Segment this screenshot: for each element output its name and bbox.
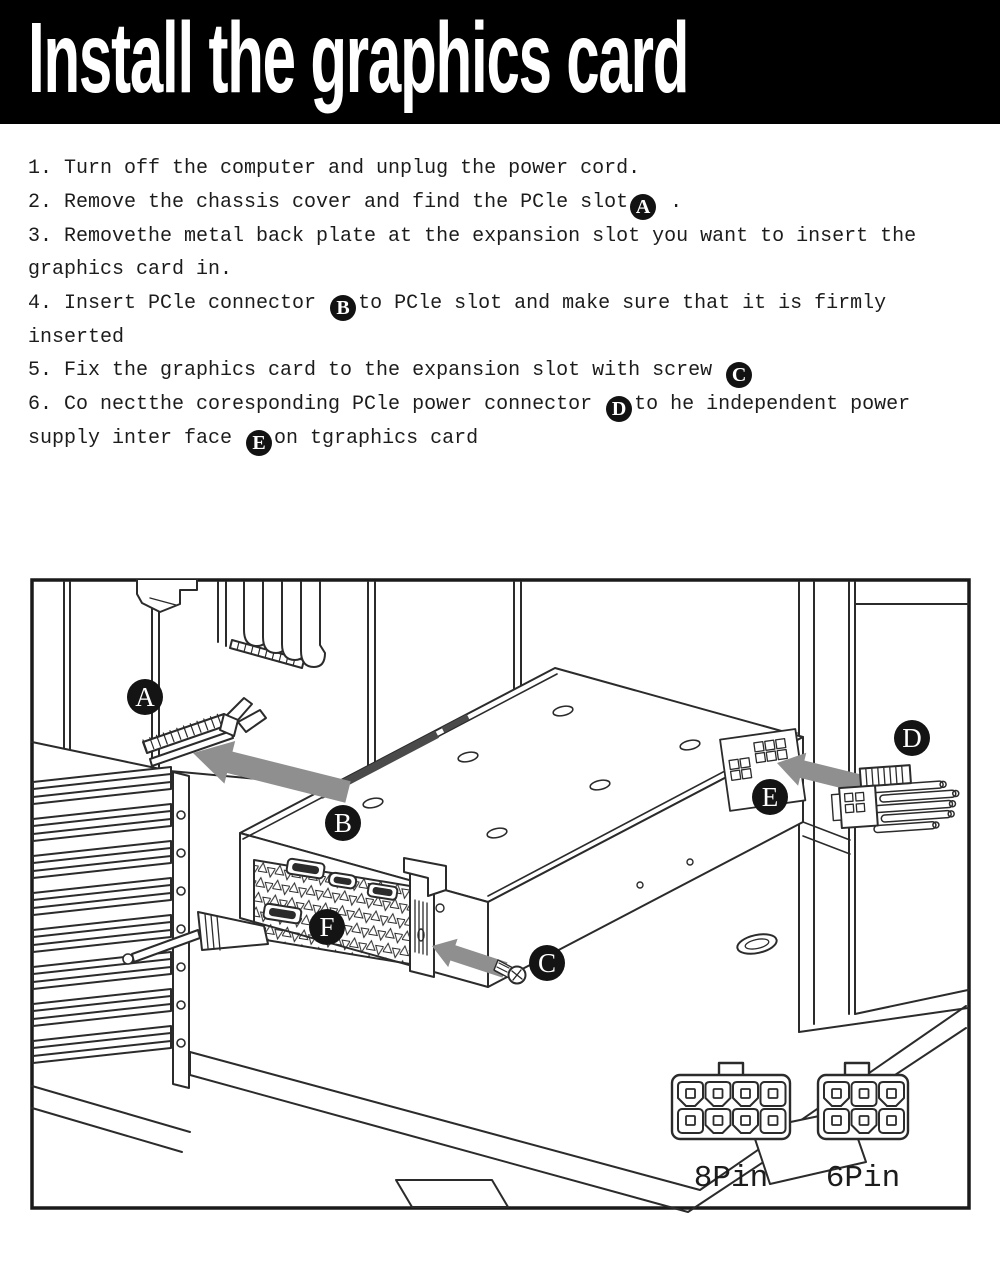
connector-8pin-icon — [672, 1063, 790, 1139]
case-foot-left — [396, 1180, 508, 1207]
step-text: 5. Fix the graphics card to the expansion slot with screw — [28, 359, 725, 382]
step-text: 3. Removethe metal back plate at the expansion slot you want to insert the — [28, 224, 917, 248]
expansion-slot-stack — [33, 767, 189, 1088]
step-text: inserted — [28, 325, 125, 349]
callout-marker-c: C — [726, 362, 752, 388]
step-text: 4. Insert PCle connector — [28, 291, 329, 315]
callout-marker-a: A — [630, 194, 656, 220]
badge-d — [894, 720, 930, 756]
connector-6pin-icon — [818, 1063, 908, 1139]
pin6-label: 6Pin — [825, 1161, 901, 1196]
svg-text:B: B — [333, 808, 353, 838]
badge-a — [127, 679, 163, 715]
badge-f — [309, 909, 345, 945]
arrow-to-slot-a — [193, 741, 351, 803]
page-title: Install the graphics card — [28, 2, 689, 114]
motherboard-bracket — [137, 580, 197, 612]
step-text: graphics card in. — [28, 258, 233, 281]
pcie-slot-body — [218, 582, 226, 646]
step-text: 1. Turn off the computer and unplug the power cord. — [28, 157, 641, 180]
svg-text:D: D — [902, 723, 922, 753]
plug-pins — [871, 780, 961, 833]
badge-c — [529, 945, 565, 981]
step-text: to he independent power — [634, 393, 911, 416]
badge-e — [752, 779, 788, 815]
step-text: to PCle slot and make sure that it is firmly — [358, 291, 887, 315]
callout-marker-d: D — [606, 396, 632, 422]
step-text: . — [658, 190, 683, 214]
step-text: on tgraphics card — [274, 427, 479, 450]
grommet — [736, 931, 779, 957]
step-text: 2. Remove the chassis cover and find the PCle slot — [28, 190, 629, 214]
svg-text:F: F — [319, 912, 335, 942]
callout-marker-e: E — [246, 430, 272, 456]
svg-text:E: E — [761, 782, 779, 812]
svg-text:C: C — [537, 948, 557, 978]
pin8-label: 8Pin — [693, 1161, 769, 1196]
badge-b — [325, 805, 361, 841]
slot-latch-clip — [220, 698, 266, 736]
step-text: supply inter face — [28, 427, 245, 450]
svg-text:A: A — [135, 682, 155, 712]
step-text: 6. Co nectthe coresponding PCle power connector — [28, 393, 605, 416]
callout-marker-b: B — [330, 295, 356, 321]
